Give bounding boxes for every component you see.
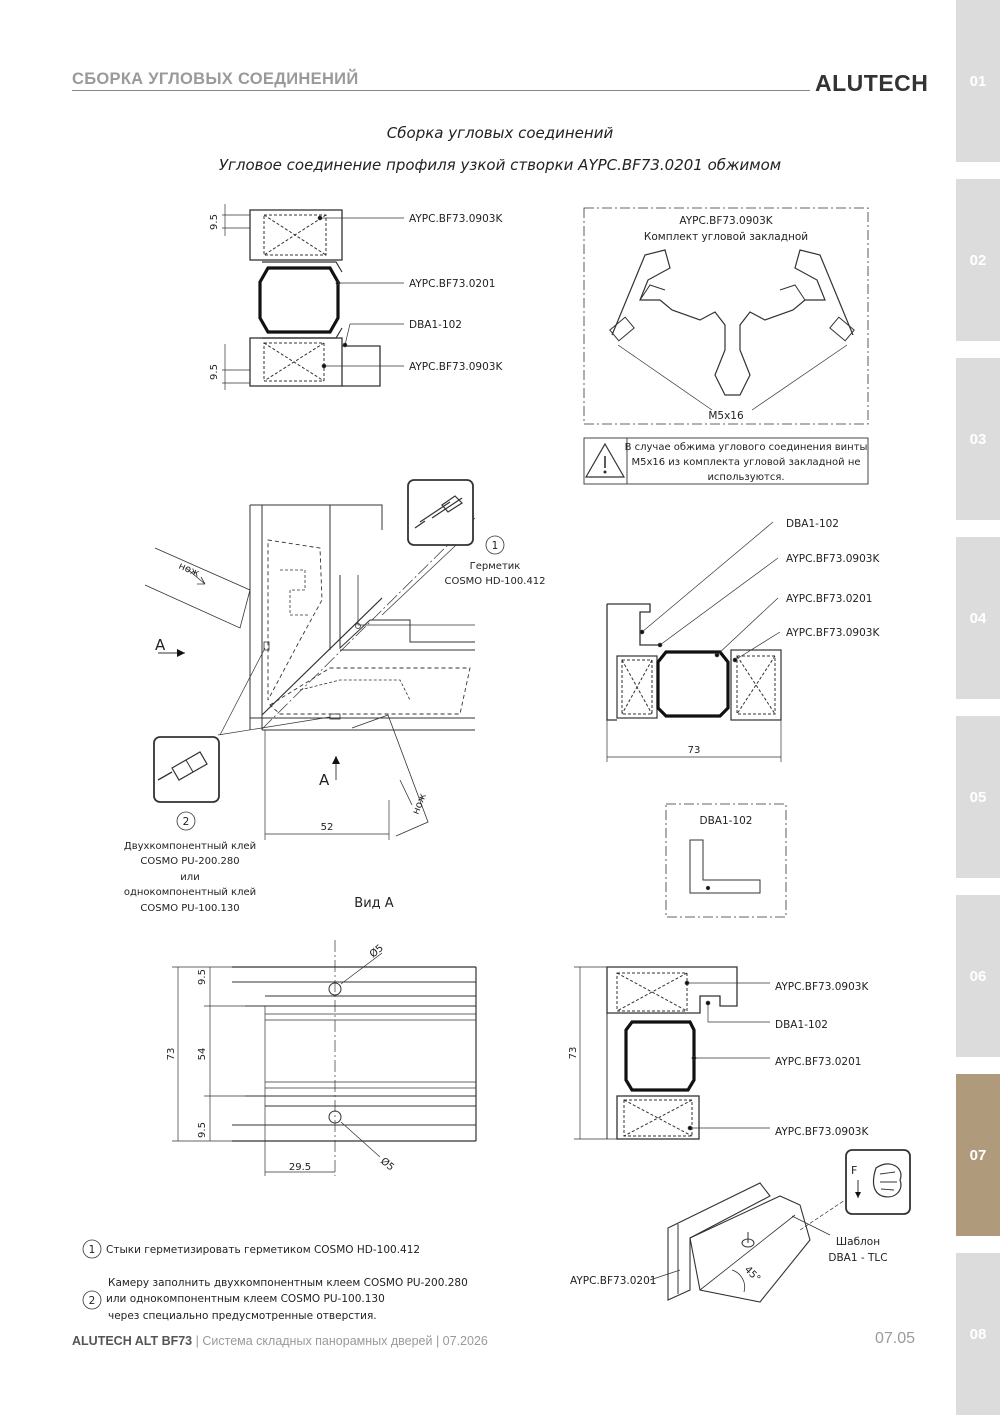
- drawing-title: Сборка угловых соединений: [386, 124, 614, 142]
- dim-text: 73: [166, 1047, 177, 1061]
- dba-label: DBA1-102: [699, 815, 753, 827]
- part-label: AYPC.BF73.0903K: [786, 627, 880, 639]
- part-label: DBA1-102: [786, 518, 839, 530]
- footer: [72, 1334, 488, 1348]
- right-section-drawing: [607, 522, 781, 762]
- drawing-subtitle: Угловое соединение профиля узкой створки AYPC.BF73.0201 обжимом: [218, 156, 782, 174]
- dim-text: 73: [568, 1046, 579, 1060]
- dim-text: 9.5: [197, 1122, 208, 1138]
- brand-logo: ALUTECH: [815, 70, 929, 96]
- footer-product: ALUTECH ALT BF73: [72, 1334, 193, 1348]
- callout-text: однокомпонентный клей: [123, 887, 257, 898]
- template-tool-drawing: [650, 1183, 845, 1302]
- part-label: AYPC.BF73.0201: [775, 1056, 862, 1068]
- dim-text: 52: [320, 822, 334, 833]
- dim-text: 73: [687, 745, 701, 756]
- warning-text: используются.: [707, 472, 785, 483]
- knife-label: нож: [176, 560, 202, 580]
- part-label: AYPC.BF73.0903K: [409, 361, 503, 373]
- screw-label: M5x16: [708, 410, 744, 422]
- press-hand-icon: [846, 1150, 910, 1214]
- part-label: AYPC.BF73.0903K: [409, 213, 503, 225]
- tab-label: 06: [969, 967, 987, 985]
- note-text: Стыки герметизировать герметиком COSMO HD-100.412: [106, 1244, 421, 1256]
- warning-text: В случае обжима углового соединения винты: [624, 442, 868, 453]
- kit-label: Комплект угловой закладной: [643, 231, 809, 243]
- callout-text: Герметик: [469, 561, 521, 572]
- kit-label: AYPC.BF73.0903K: [679, 215, 773, 227]
- glue-cartridge-icon: [154, 737, 219, 802]
- force-label: F: [851, 1164, 858, 1177]
- part-label: AYPC.BF73.0903K: [775, 1126, 869, 1138]
- template-label: Шаблон: [835, 1236, 881, 1248]
- page-number: 07.05: [875, 1330, 916, 1347]
- note-number: 2: [88, 1295, 96, 1307]
- dim-text: 29.5: [288, 1162, 312, 1173]
- view-a-drawing: [172, 940, 476, 1176]
- angle-label: 45°: [741, 1264, 763, 1285]
- tab-label: 05: [969, 788, 987, 806]
- sealant-gun-icon: [408, 480, 473, 545]
- tab-label: 01: [969, 72, 987, 90]
- callout-text: COSMO HD-100.412: [444, 576, 546, 587]
- part-label: AYPC.BF73.0201: [570, 1275, 657, 1287]
- view-a-title: Вид А: [354, 896, 394, 911]
- view-marker: A: [155, 636, 166, 654]
- template-label: DBA1 - TLC: [828, 1252, 888, 1264]
- dim-text: 9.5: [209, 214, 220, 230]
- callout-text: COSMO PU-100.130: [140, 903, 240, 914]
- callout-text: или: [180, 872, 200, 883]
- callout-text: Двухкомпонентный клей: [123, 841, 257, 852]
- part-label: AYPC.BF73.0201: [786, 593, 873, 605]
- part-label: DBA1-102: [775, 1019, 828, 1031]
- callout-text: COSMO PU-200.280: [140, 856, 240, 867]
- note-text: Камеру заполнить двухкомпонентным клеем COSMO PU-200.280: [108, 1277, 468, 1289]
- tab-label: 08: [969, 1325, 987, 1343]
- part-label: AYPC.BF73.0903K: [775, 981, 869, 993]
- callout-number: 2: [182, 816, 190, 828]
- lower-right-section-drawing: [574, 967, 770, 1139]
- dim-text: 9.5: [209, 364, 220, 380]
- diameter-text: Ø5: [378, 1155, 397, 1174]
- top-section-drawing: [222, 204, 404, 390]
- dim-text: 9.5: [197, 969, 208, 985]
- note-text: через специально предусмотренные отверстия.: [108, 1310, 377, 1322]
- part-label: AYPC.BF73.0903K: [786, 553, 880, 565]
- section-title: СБОРКА УГЛОВЫХ СОЕДИНЕНИЙ: [72, 70, 359, 88]
- part-label: AYPC.BF73.0201: [409, 278, 496, 290]
- dim-text: 54: [197, 1047, 208, 1061]
- diameter-text: Ø5: [367, 942, 386, 961]
- tab-label: 07: [969, 1146, 987, 1164]
- tab-label: 03: [969, 430, 987, 448]
- note-text: или однокомпонентным клеем COSMO PU-100.130: [106, 1293, 385, 1305]
- tab-label: 04: [969, 609, 987, 627]
- footer-description: | Система складных панорамных дверей | 07.2026: [195, 1334, 488, 1348]
- knife-label: нож: [410, 791, 429, 817]
- callout-number: 1: [491, 540, 499, 552]
- note-number: 1: [88, 1244, 96, 1256]
- part-label: DBA1-102: [409, 319, 462, 331]
- view-marker: A: [319, 771, 330, 789]
- warning-text: M5x16 из комплекта угловой закладной не: [631, 457, 861, 468]
- tab-label: 02: [969, 251, 987, 269]
